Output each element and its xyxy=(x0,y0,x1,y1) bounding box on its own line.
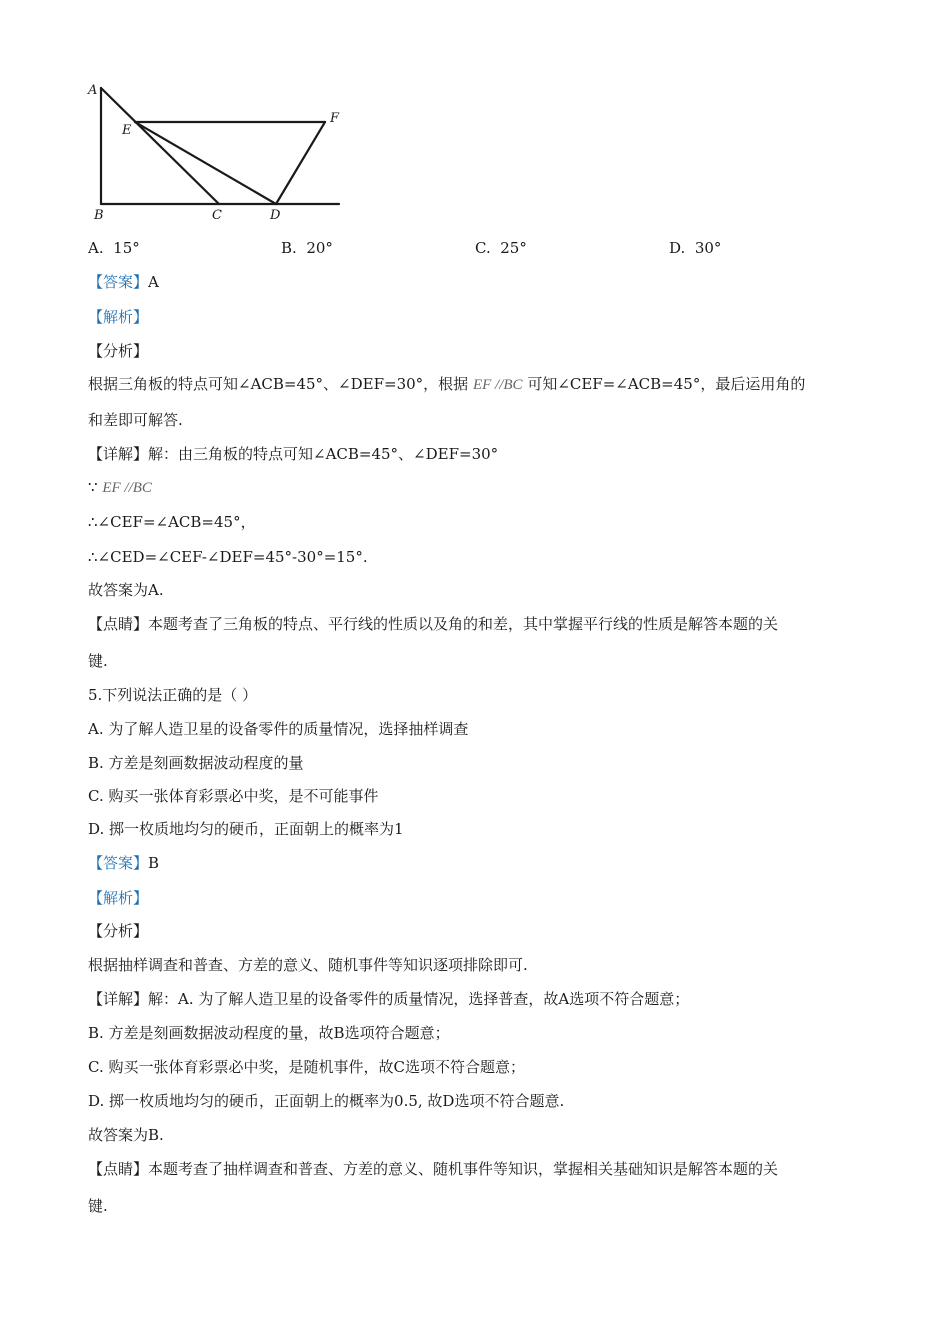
option-letter: B. xyxy=(281,239,297,257)
label-d: D xyxy=(270,208,281,223)
option-text: 15° xyxy=(113,239,140,257)
q4-option-b xyxy=(281,238,333,258)
fenxi-text-a: 根据三角板的特点可知∠ACB=45°、∠DEF=30°，根据 xyxy=(88,375,469,393)
q5-comment-line1: 【点睛】本题考查了抽样调查和普查、方差的意义、随机事件等知识，掌握相关基础知识是解答本题的关 xyxy=(88,1160,779,1178)
option-text: 20° xyxy=(306,239,333,257)
label-c: C xyxy=(212,208,222,223)
q5-option-d: D. 掷一枚质地均匀的硬币，正面朝上的概率为1 xyxy=(88,820,404,838)
q4-fenxi-line2: 和差即可解答. xyxy=(88,411,183,429)
q4-therefore-2: ∴∠CED=∠CEF-∠DEF=45°-30°=15°. xyxy=(88,548,368,566)
triangle-parallel-figure xyxy=(84,78,354,226)
segment-ac xyxy=(101,88,219,204)
q4-comment-line2: 键. xyxy=(88,652,108,670)
q5-stem: 5.下列说法正确的是（ ） xyxy=(88,686,258,704)
label-f: F xyxy=(330,111,340,126)
option-letter: D. xyxy=(669,239,686,257)
option-text: 30° xyxy=(694,239,722,257)
fenxi-text-b: 可知∠CEF=∠ACB=45°，最后运用角的 xyxy=(527,375,806,393)
q5-comment-line2: 键. xyxy=(88,1197,108,1215)
q4-comment-line1: 【点睛】本题考查了三角板的特点、平行线的性质以及角的和差，其中掌握平行线的性质是解答本题的关 xyxy=(88,615,779,633)
math-ef-parallel-bc: EF //BC xyxy=(102,480,152,496)
q5-answer xyxy=(88,853,159,873)
option-letter: C. xyxy=(475,239,491,257)
q4-detail: 【详解】解：由三角板的特点可知∠ACB=45°、∠DEF=30° xyxy=(88,445,499,463)
q4-because xyxy=(88,477,152,498)
q5-conclusion: 故答案为B. xyxy=(88,1126,164,1144)
label-e: E xyxy=(122,123,132,138)
q5-fenxi-tag: 【分析】 xyxy=(88,922,149,940)
option-letter: A. xyxy=(88,239,104,257)
because-symbol: ∵ xyxy=(88,478,98,496)
q5-detail-d: D. 掷一枚质地均匀的硬币，正面朝上的概率为0.5, 故D选项不符合题意. xyxy=(88,1092,565,1110)
q4-fenxi-tag: 【分析】 xyxy=(88,342,149,360)
math-ef-parallel-bc: EF //BC xyxy=(472,377,523,393)
answer-value: A xyxy=(148,273,159,291)
q4-conclusion: 故答案为A. xyxy=(88,581,164,599)
q4-analysis-tag: 【解析】 xyxy=(88,308,149,326)
answer-tag: 【答案】 xyxy=(88,854,149,872)
q5-option-b: B. 方差是刻画数据波动程度的量 xyxy=(88,754,304,772)
q5-detail-c: C. 购买一张体育彩票必中奖，是随机事件，故C选项不符合题意； xyxy=(88,1058,525,1076)
q5-option-a: A. 为了解人造卫星的设备零件的质量情况，选择抽样调查 xyxy=(88,720,469,738)
q4-option-c xyxy=(475,238,527,258)
q4-fenxi-line1 xyxy=(88,374,805,395)
q5-option-c: C. 购买一张体育彩票必中奖，是不可能事件 xyxy=(88,787,379,805)
q4-option-a xyxy=(88,238,140,258)
answer-value: B xyxy=(148,854,160,872)
label-b: B xyxy=(94,208,104,223)
q5-detail-a: 【详解】解：A. 为了解人造卫星的设备零件的质量情况，选择普查，故A选项不符合题意； xyxy=(88,990,690,1008)
segment-fd xyxy=(276,122,325,204)
q5-fenxi: 根据抽样调查和普查、方差的意义、随机事件等知识逐项排除即可. xyxy=(88,956,528,974)
answer-tag: 【答案】 xyxy=(88,273,149,291)
q4-answer xyxy=(88,272,159,292)
q4-therefore-1: ∴∠CEF=∠ACB=45°， xyxy=(88,513,256,531)
label-a: A xyxy=(88,83,98,98)
geometry-figure xyxy=(84,78,354,226)
option-text: 25° xyxy=(500,239,527,257)
q5-analysis-tag: 【解析】 xyxy=(88,889,149,907)
q5-detail-b: B. 方差是刻画数据波动程度的量，故B选项符合题意； xyxy=(88,1024,450,1042)
q4-option-d xyxy=(669,238,721,258)
